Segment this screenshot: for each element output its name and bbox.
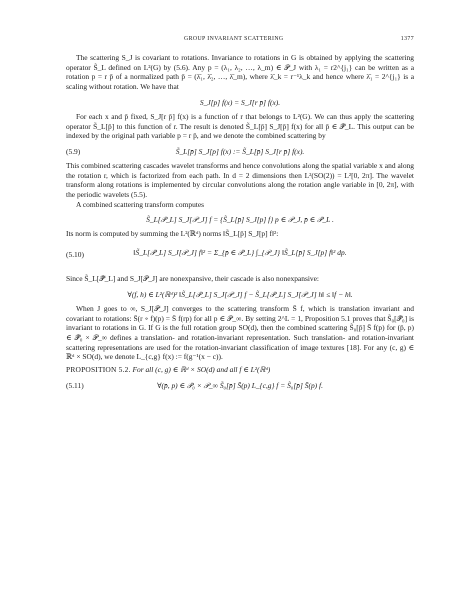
- equation-unnumbered-3: ∀(f, h) ∈ L²(ℝᵈ)² ‖S̃_L[𝒫̄_L] S_J[𝒫_J] f − S̃_L[𝒫̄_L] S_J[𝒫_J] h‖ ≤ ‖f − h‖.: [127, 289, 353, 299]
- paragraph-3: This combined scattering cascades wavelet transforms and hence convolutions along the spatial variable x and along the rotation r, which is factorized from each path. In d = 2 dimensions then L²(SO(2)) = L²[0, 2π]. The wavelet transform along rotations is implemented by circular convolutions along the rotation angle variable in [0, 2π], with the periodic wavelets (5.5).: [66, 160, 414, 200]
- equation-5-11: (5.11) ∀(p̄, p) ∈ 𝒫̄₀ × 𝒫_∞ S̃₀[p̄] S̄(p) L_{c,g} f = S̃₀[p̄] S̄(p) f.: [66, 380, 323, 390]
- proposition-label: PROPOSITION 5.2.: [66, 365, 131, 375]
- page-number: 1377: [400, 36, 414, 42]
- equation-5-9: (5.9) S̃_L[p̄] S_J[p] f(x) := S̃_L[p̄] S_J[r p̄] f(x).: [66, 146, 305, 156]
- equation-unnumbered-1: S_J[p] f(x) = S_J[r p̄] f(x).: [199, 97, 281, 107]
- equation-label: (5.11): [66, 380, 84, 390]
- equation-label: (5.9): [66, 146, 81, 156]
- paragraph-1: The scattering S_J is covariant to rotations. Invariance to rotations in G is obtained by applying the scattering operator S̃_L defined on L²(G) by (5.6). Any p = (λ₁, λ₂, …, λ_m) ∈ 𝒫_J with λ₁ = r2^{j₁} can be written as a rotation p = r p̄ of a normalized path p̄ = (λ̄₁, λ̄₂, …, λ̄_m), where λ̄_k = r⁻¹λ_k and hence where λ̄₁ = 2^{j₁} is a scaling without rotation. We have that: [66, 53, 414, 92]
- equation-5-10: (5.10) ‖S̃_L[𝒫̄_L] S_J[𝒫_J] f‖² = Σ_{p̄ ∈ 𝒫̄_L} ∫_{𝒫_J} ‖S̃_L[p̄] S_J[p] f‖² dp.: [66, 248, 347, 260]
- paragraph-2: For each x and p̄ fixed, S_J[r p̄] f(x) is a function of r that belongs to L²(G). We can thus apply the scattering operator S̃_L[p̄] to this function of r. The result is denoted S̃_L[p̄] S_J[p̄] f(x) for all p̄ ∈ 𝒫̄_L. This output can be indexed by the original path variable p = r p̄, and we denote the combined scattering by: [66, 111, 414, 141]
- paragraph-5: Its norm is computed by summing the L²(ℝᵈ) norms ‖S̃_L[p̄] S_J[p] f‖²:: [66, 229, 279, 239]
- text-body: [66, 53, 414, 395]
- equation-label: (5.10): [66, 250, 84, 260]
- paragraph-4: A combined scattering transform computes: [76, 199, 205, 209]
- running-title: GROUP INVARIANT SCATTERING: [184, 36, 284, 42]
- proposition-text: For all (c, g) ∈ ℝᵈ × SO(d) and all f ∈ L²(ℝᵈ): [132, 365, 271, 375]
- equation-unnumbered-2: S̃_L[𝒫̄_L] S_J[𝒫_J] f = {S̃_L[p̄] S_J[p] f} p ∈ 𝒫_J, p̄ ∈ 𝒫̄_L .: [146, 215, 334, 225]
- paragraph-7: When J goes to ∞, S_J[𝒫_J] converges to the scattering transform S̄ f, which is translation invariant and covariant to rotations: S̄(r ∘ f)(p) = S̄ f(rp) for all p ∈ 𝒫_∞. By setting 2^L = 1, Proposition 5.1 proves that S̃₀[𝒫̄₀] is invariant to rotations in G. If G is the full rotation group SO(d), then the combined scattering S̃₀[p̄] S̄ f(p) for (p̄, p) ∈ 𝒫̄₀ × 𝒫_∞ defines a translation- and rotation-invariant representation. Such translation- and rotation-invariant scattering representations are used for the rotation-invariant classification of image textures [18]. For any (c, g) ∈ ℝᵈ × SO(d), we denote L_{c,g} f(x) := f(g⁻¹(x − c)).: [66, 303, 414, 362]
- paragraph-6: Since S̃_L[𝒫̄_L] and S_J[𝒫_J] are nonexpansive, their cascade is also nonexpansive:: [66, 274, 319, 284]
- proposition-5-2: [66, 365, 414, 375]
